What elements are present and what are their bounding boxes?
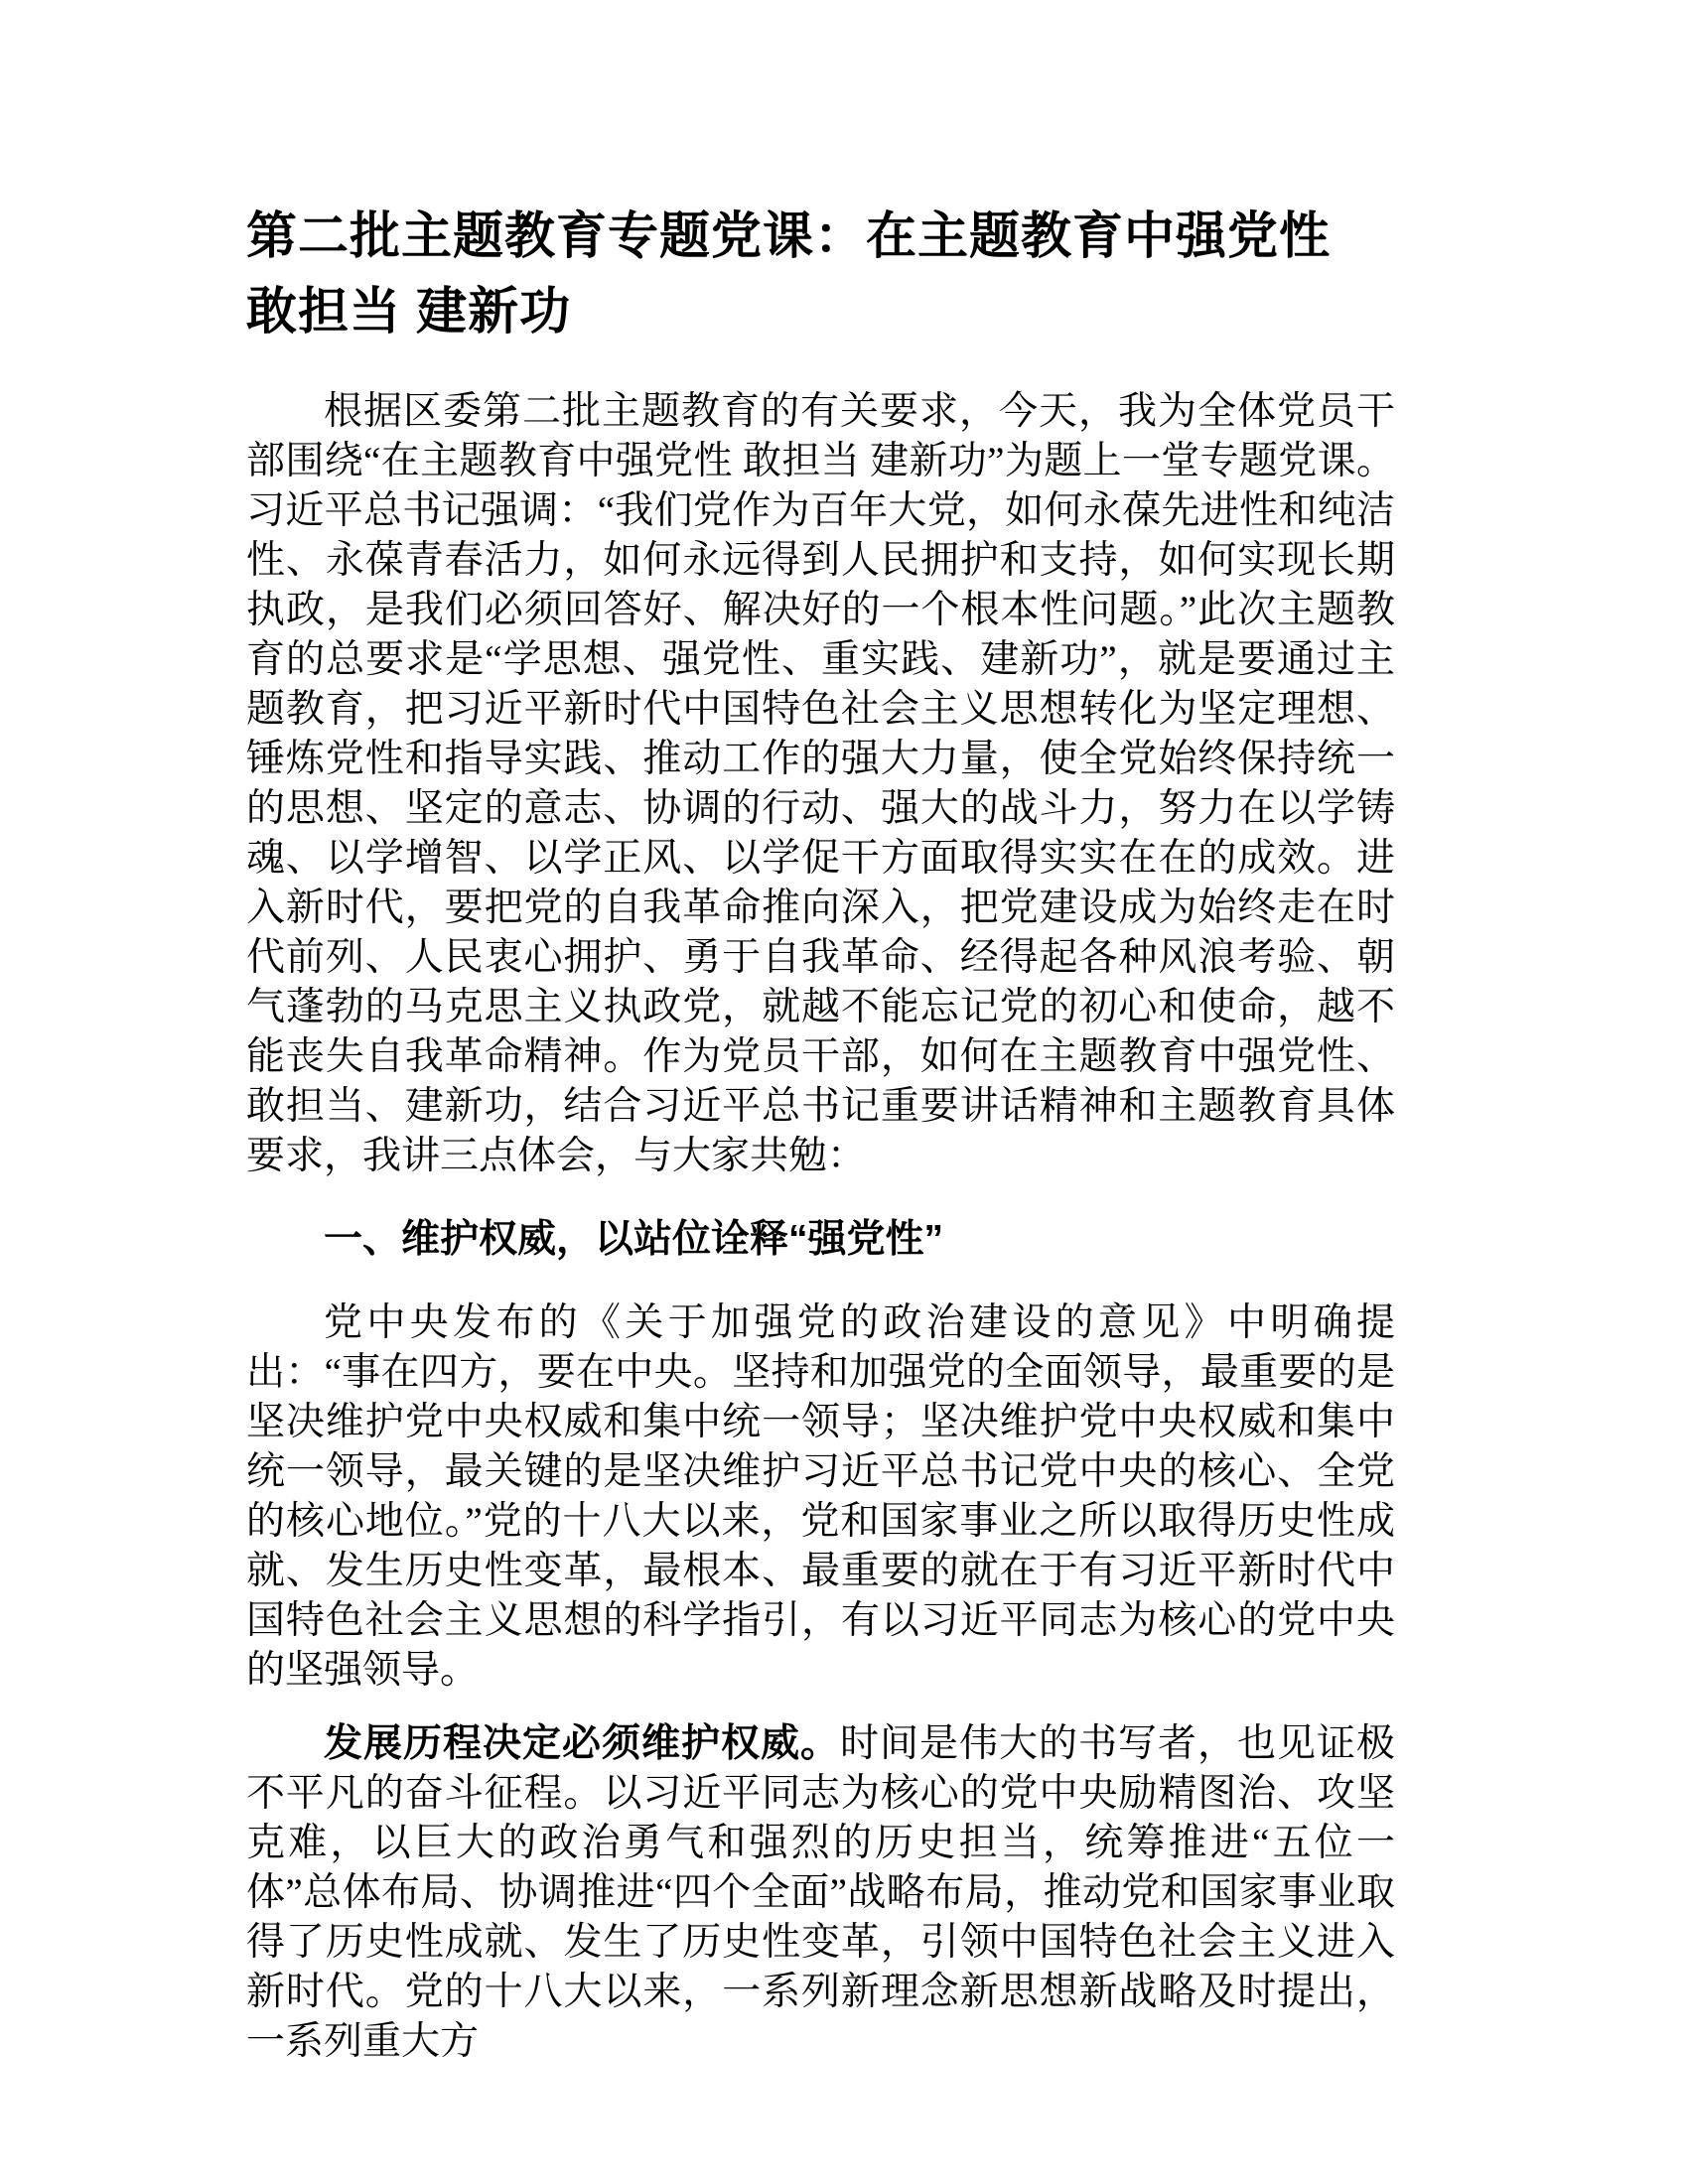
section-1-paragraph-2 <box>246 1719 1395 2067</box>
paragraph-body-text: 时间是伟大的书写者，也见证极不平凡的奋斗征程。以习近平同志为核心的党中央励精图治、攻坚克难，以巨大的政治勇气和强烈的历史担当，统筹推进“五位一体”总体布局、协调推进“四个全面”战略布局，推动党和国家事业取得了历史性成就、发生了历史性变革，引领中国特色社会主义进入新时代。党的十八大以来，一系列新理念新思想新战略及时提出，一系列重大方 <box>246 1722 1395 2063</box>
section-1-paragraph-1: 党中央发布的《关于加强党的政治建设的意见》中明确提出：“事在四方，要在中央。坚持和加强党的全面领导，最重要的是坚决维护党中央权威和集中统一领导；坚决维护党中央权威和集中统一领导，最关键的是坚决维护习近平总书记党中央的核心、全党的核心地位。”党的十八大以来，党和国家事业之所以取得历史性成就、发生历史性变革，最根本、最重要的就在于有习近平新时代中国特色社会主义思想的科学指引，有以习近平同志为核心的党中央的坚强领导。 <box>246 1301 1395 1692</box>
paragraph-bold-lead: 发展历程决定必须维护权威。 <box>324 1722 840 1765</box>
intro-paragraph: 根据区委第二批主题教育的有关要求，今天，我为全体党员干部围绕“在主题教育中强党性 敢担当 建新功”为题上一堂专题党课。习近平总书记强调：“我们党作为百年大党，如何永葆先进性和纯洁性、永葆青春活力，如何永远得到人民拥护和支持，如何实现长期执政，是我们必须回答好、解决好的一个根本性问题。”此次主题教育的总要求是“学思想、强党性、重实践、建新功”，就是要通过主题教育，把习近平新时代中国特色社会主义思想转化为坚定理想、锤炼党性和指导实践、推动工作的强大力量，使全党始终保持统一的思想、坚定的意志、协调的行动、强大的战斗力，努力在以学铸魂、以学增智、以学正风、以学促干方面取得实实在在的成效。进入新时代，要把党的自我革命推向深入，把党建设成为始终走在时代前列、人民衷心拥护、勇于自我革命、经得起各种风浪考验、朝气蓬勃的马克思主义执政党，就越不能忘记党的初心和使命，越不能丧失自我革命精神。作为党员干部，如何在主题教育中强党性、敢担当、建新功，结合习近平总书记重要讲话精神和主题教育具体要求，我讲三点体会，与大家共勉： <box>246 390 1395 1177</box>
document-title: 第二批主题教育专题党课：在主题教育中强党性 敢担当 建新功 <box>246 207 1332 340</box>
section-1-heading: 一、维护权威，以站位诠释“强党性” <box>324 1218 944 1261</box>
